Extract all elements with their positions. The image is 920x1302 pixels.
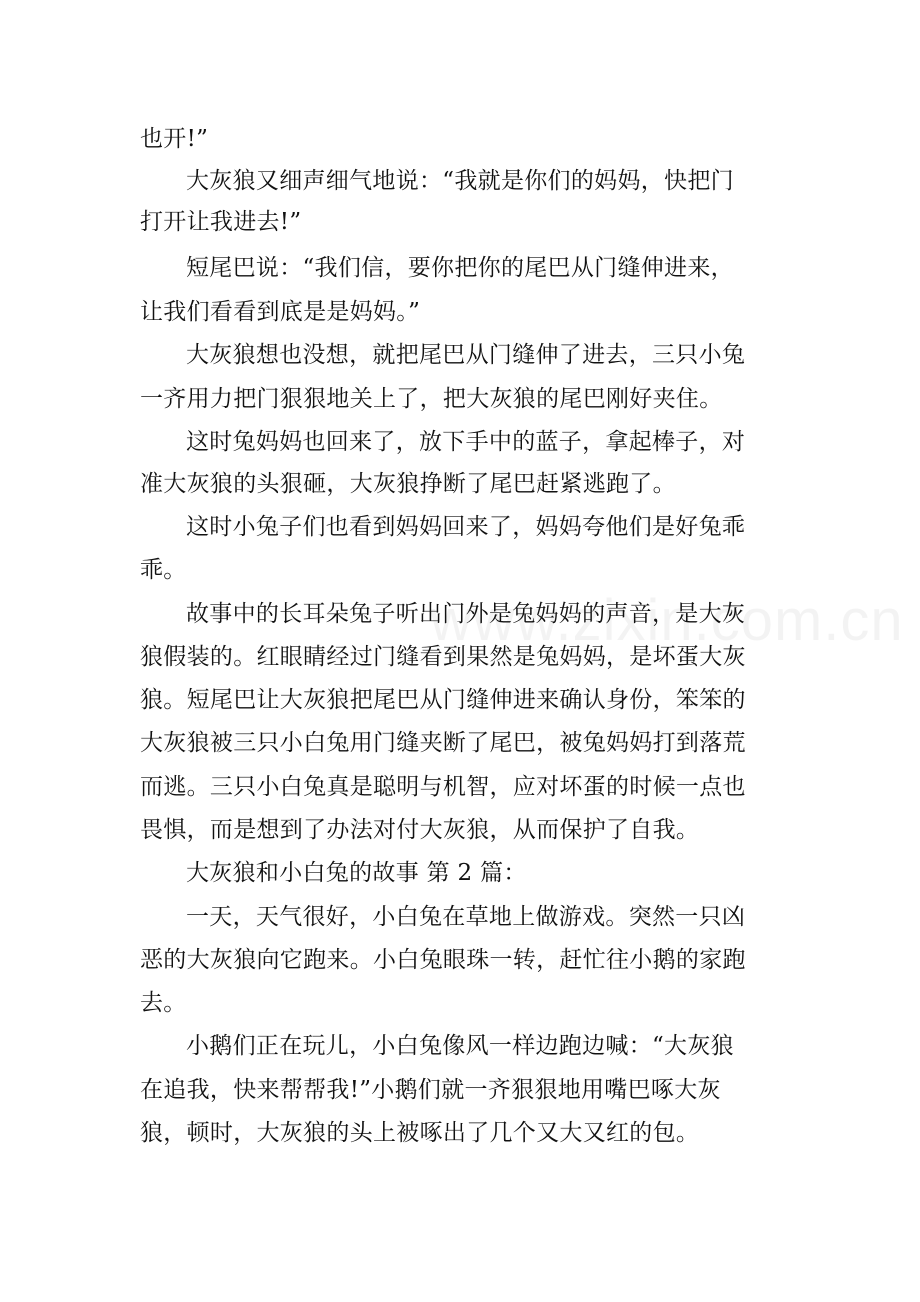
text-line: 让我们看看到底是是妈妈。” (140, 299, 421, 325)
text-line: 大灰狼想也没想，就把尾巴从门缝伸了进去，三只小兔 (186, 342, 746, 368)
text-line: 一齐用力把门狠狠地关上了，把大灰狼的尾巴刚好夹住。 (140, 386, 723, 412)
text-line: 在追我，快来帮帮我!”小鹅们就一齐狠狠地用嘴巴啄大灰 (140, 1077, 721, 1103)
text-line: 小鹅们正在玩儿，小白兔像风一样边跑边喊：“大灰狼 (186, 1033, 734, 1059)
text-line: 故事中的长耳朵兔子听出门外是兔妈妈的声音，是大灰 (186, 601, 746, 627)
text-line: 大灰狼被三只小白兔用门缝夹断了尾巴，被兔妈妈打到落荒 (140, 730, 746, 756)
text-line: 一天，天气很好，小白兔在草地上做游戏。突然一只凶 (186, 904, 746, 930)
text-line: 恶的大灰狼向它跑来。小白兔眼珠一转，赶忙往小鹅的家跑 (140, 947, 746, 973)
text-line: 准大灰狼的头狠砸，大灰狼挣断了尾巴赶紧逃跑了。 (140, 471, 676, 497)
text-line: 而逃。三只小白兔真是聪明与机智，应对坏蛋的时候一点也 (140, 774, 746, 800)
text-line: 去。 (140, 990, 187, 1016)
section-heading: 大灰狼和小白兔的故事 第 2 篇： (186, 860, 527, 886)
text-line: 也开!” (140, 126, 209, 152)
text-line: 狼，顿时，大灰狼的头上被啄出了几个又大又红的包。 (140, 1120, 700, 1146)
text-line: 乖。 (140, 557, 187, 583)
text-line: 短尾巴说：“我们信，要你把你的尾巴从门缝伸进来， (186, 255, 734, 281)
text-line: 狼假装的。红眼睛经过门缝看到果然是兔妈妈，是坏蛋大灰 (140, 644, 746, 670)
text-line: 这时小兔子们也看到妈妈回来了，妈妈夸他们是好兔乖 (186, 514, 746, 540)
text-line: 狼。短尾巴让大灰狼把尾巴从门缝伸进来确认身份，笨笨的 (140, 687, 746, 713)
text-line: 这时兔妈妈也回来了，放下手中的蓝子，拿起棒子，对 (186, 429, 746, 455)
text-line: 大灰狼又细声细气地说：“我就是你们的妈妈，快把门 (186, 168, 734, 194)
text-line: 打开让我进去!” (140, 209, 302, 235)
text-line: 畏惧，而是想到了办法对付大灰狼，从而保护了自我。 (140, 817, 700, 843)
